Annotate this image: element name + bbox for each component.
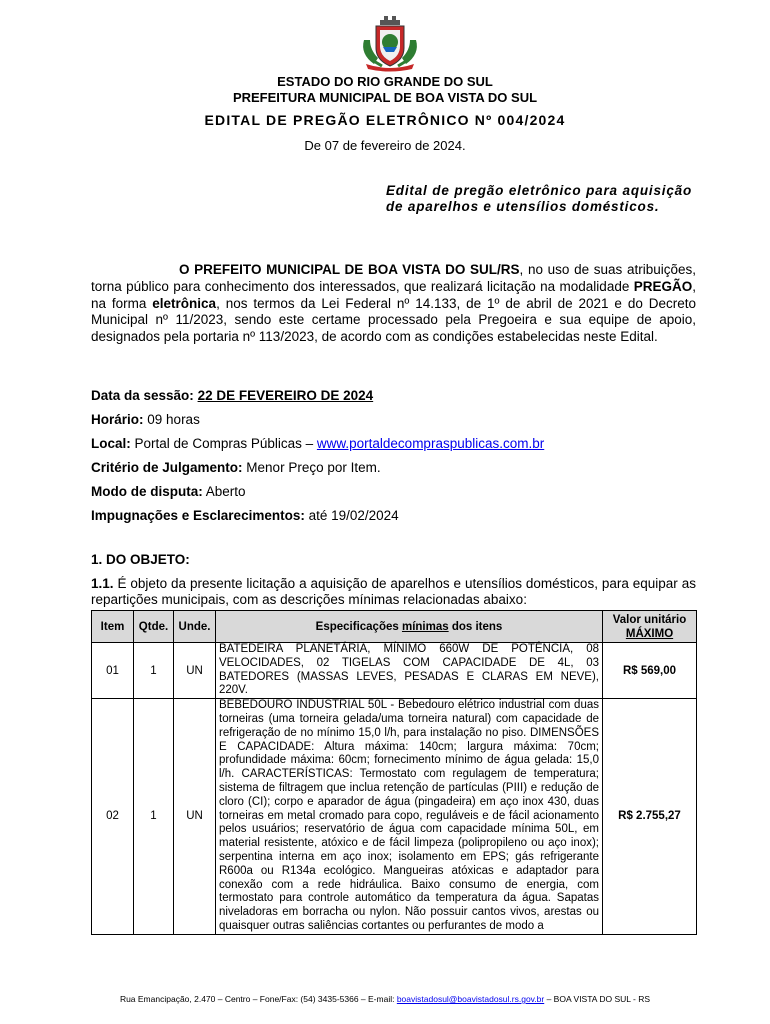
col-unit-header: Unde. [174, 611, 216, 643]
items-table [91, 610, 697, 935]
session-time: Horário: 09 horas [91, 412, 200, 427]
item-number: 02 [92, 699, 134, 935]
item-unit: UN [174, 699, 216, 935]
portal-link[interactable]: www.portaldecompraspublicas.com.br [316, 436, 545, 451]
challenges-deadline: Impugnações e Esclarecimentos: até 19/02/2024 [91, 508, 399, 523]
item-spec: BATEDEIRA PLANETÁRIA, MÍNIMO 660W DE POTÊNCIA, 08 VELOCIDADES, 02 TIGELAS COM CAPACIDADE DE 4L, 03 BATEDORES (MASSAS LEVES, PESADAS E CLARAS EM NEVE), 220V. [216, 643, 603, 699]
item-spec: BEBEDOURO INDUSTRIAL 50L - Bebedouro elétrico industrial com duas torneiras (uma torneira gelada/uma torneira natural) com capacidade de refrigeração de no mínimo 15,0 l/h, para instalação no piso. DIMENSÕES E CAPACIDADE: Altura máxima: 140cm; largura máxima: 70cm; profundidade máxima: 60cm; fornecimento mínimo de água gelada: 15,0 l/h. CARACTERÍSTICAS: Termostato com regulagem de temperatura; sistema de filtragem que inclua retenção de partículas (PIII) e redução de cloro (CI); corpo e aparador de água (pingadeira) em aço inox 430, duas torneiras em metal cromado para copo, reguláveis e de fácil acionamento pelos usuários; reservatório de água com capacidade mínima 50L, em material resistente, atóxico e de fácil limpeza (polipropileno ou aço inox); serpentina interna em aço inox; isolamento em EPS; gás refrigerante R600a ou R134a ecológico. Mangueiras atóxicas e adaptador para conexão com a rede hidráulica. Baixo consumo de energia, com termostato para controle automático da temperatura da água. Sapatas niveladoras em borracha ou nylon. Não possuir cantos vivos, arestas ou quaisquer outras saliências cortantes ou perfurantes de modo a [216, 699, 603, 935]
intro-paragraph: O PREFEITO MUNICIPAL DE BOA VISTA DO SUL/RS, no uso de suas atribuições, torna público para conhecimento dos interessados, que realizará licitação na modalidade PREGÃO, na forma eletrônica, nos termos da Lei Federal nº 14.133, de 1º de abril de 2021 e do Decreto Municipal nº 11/2023, sendo este certame processado pela Pregoeira e sua equipe de apoio, designados pela portaria nº 113/2023, de acordo com as condições estabelecidas neste Edital. [91, 262, 696, 345]
section-heading-object: 1. DO OBJETO: [91, 552, 190, 567]
page-footer: Rua Emancipação, 2.470 – Centro – Fone/Fax: (54) 3435-5366 – E-mail: boavistadosul@boavistadosul.rs.gov.br – BOA VISTA DO SUL - RS [119, 994, 651, 1004]
item-price: R$ 2.755,27 [603, 699, 697, 935]
footer-email-link[interactable]: boavistadosul@boavistadosul.rs.gov.br [396, 994, 545, 1004]
session-date: Data da sessão: 22 DE FEVEREIRO DE 2024 [91, 388, 374, 403]
table-row [92, 699, 697, 935]
item-qty: 1 [134, 699, 174, 935]
object-paragraph: 1.1. É objeto da presente licitação a aquisição de aparelhos e utensílios domésticos, para equipar as repartições municipais, com as descrições mínimas relacionadas abaixo: [91, 576, 696, 607]
intro-subject: O PREFEITO MUNICIPAL DE BOA VISTA DO SUL/RS [179, 262, 520, 277]
item-price: R$ 569,00 [603, 643, 697, 699]
col-value-header: Valor unitário MÁXIMO [603, 611, 697, 643]
judgment-criteria: Critério de Julgamento: Menor Preço por Item. [91, 460, 381, 475]
table-header-row [92, 611, 697, 643]
col-spec-header: Especificações mínimas dos itens [216, 611, 603, 643]
item-number: 01 [92, 643, 134, 699]
table-row [92, 643, 697, 699]
municipal-coat-of-arms-icon [358, 14, 422, 72]
edital-title: EDITAL DE PREGÃO ELETRÔNICO Nº 004/2024 [204, 112, 566, 128]
col-qty-header: Qtde. [134, 611, 174, 643]
state-name: ESTADO DO RIO GRANDE DO SUL [277, 74, 493, 89]
item-qty: 1 [134, 643, 174, 699]
edital-summary: Edital de pregão eletrônico para aquisição de aparelhos e utensílios domésticos. [386, 183, 692, 214]
item-unit: UN [174, 643, 216, 699]
session-place: Local: Portal de Compras Públicas – www.portaldecompraspublicas.com.br [91, 436, 545, 451]
dispute-mode: Modo de disputa: Aberto [91, 484, 246, 499]
col-item-header: Item [92, 611, 134, 643]
prefecture-name: PREFEITURA MUNICIPAL DE BOA VISTA DO SUL [232, 90, 538, 105]
edital-date: De 07 de fevereiro de 2024. [304, 138, 466, 153]
